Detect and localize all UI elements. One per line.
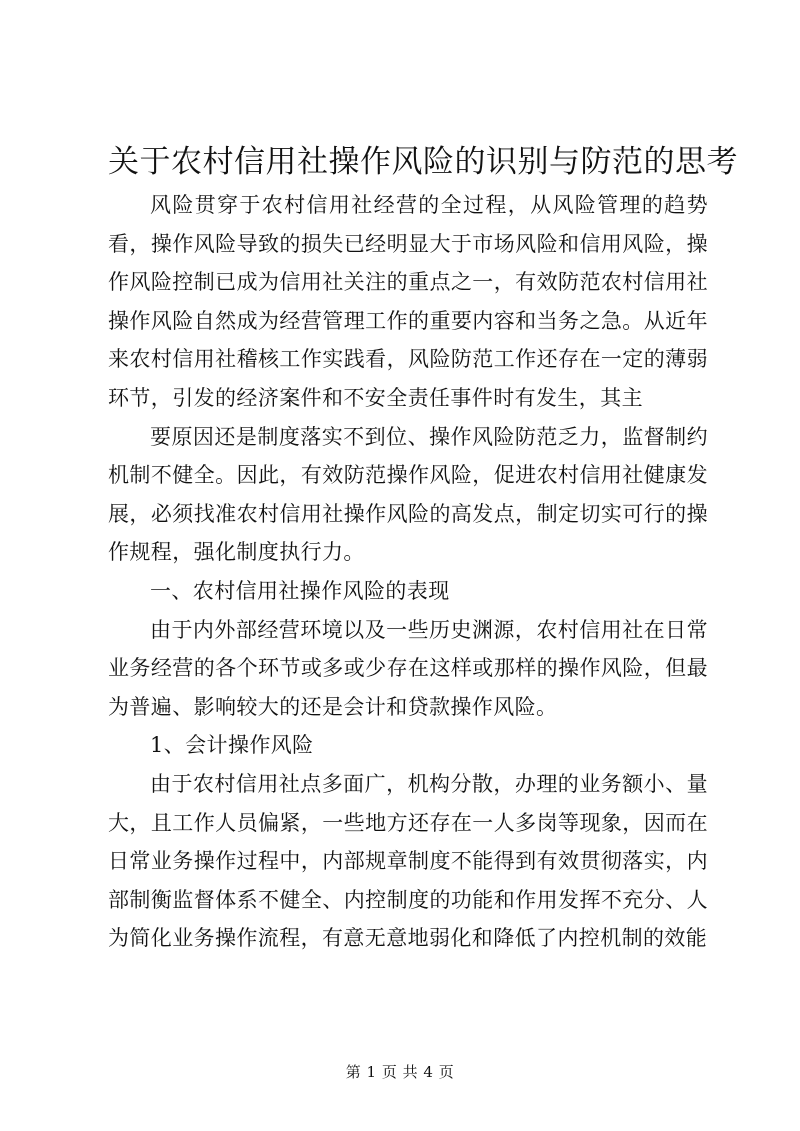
document-title: 关于农村信用社操作风险的识别与防范的思考 xyxy=(108,144,738,180)
document-body xyxy=(108,186,708,958)
paragraph-section-1: 由于内外部经营环境以及一些历史渊源，农村信用社在日常业务经营的各个环节或多或少存在这样或那样的操作风险，但最为普遍、影响较大的还是会计和贷款操作风险。 xyxy=(108,617,708,719)
paragraph-intro: 风险贯穿于农村信用社经营的全过程，从风险管理的趋势看，操作风险导致的损失已经明显大于市场风险和信用风险，操作风险控制已成为信用社关注的重点之一，有效防范农村信用社操作风险自然成为经营管理工作的重要内容和当务之急。从近年来农村信用社稽核工作实践看，风险防范工作还存在一定的薄弱环节，引发的经济案件和不安全责任事件时有发生，其主 xyxy=(108,193,708,410)
section-heading-1: 一、农村信用社操作风险的表现 xyxy=(150,578,450,603)
page-footer: 第 1 页 共 4 页 xyxy=(345,1063,455,1081)
subsection-heading-1: 1、会计操作风险 xyxy=(150,733,314,758)
paragraph-cause: 要原因还是制度落实不到位、操作风险防范乏力，监督制约机制不健全。因此，有效防范操作风险，促进农村信用社健康发展，必须找准农村信用社操作风险的高发点，制定切实可行的操作规程，强化制度执行力。 xyxy=(108,424,708,565)
paragraph-accounting-risk: 由于农村信用社点多面广，机构分散，办理的业务额小、量大，且工作人员偏紧，一些地方还存在一人多岗等现象，因而在日常业务操作过程中，内部规章制度不能得到有效贯彻落实，内部制衡监督体系不健全、内控制度的功能和作用发挥不充分、人为简化业务操作流程，有意无意地弱化和降低了内控机制的效能 xyxy=(108,771,708,951)
